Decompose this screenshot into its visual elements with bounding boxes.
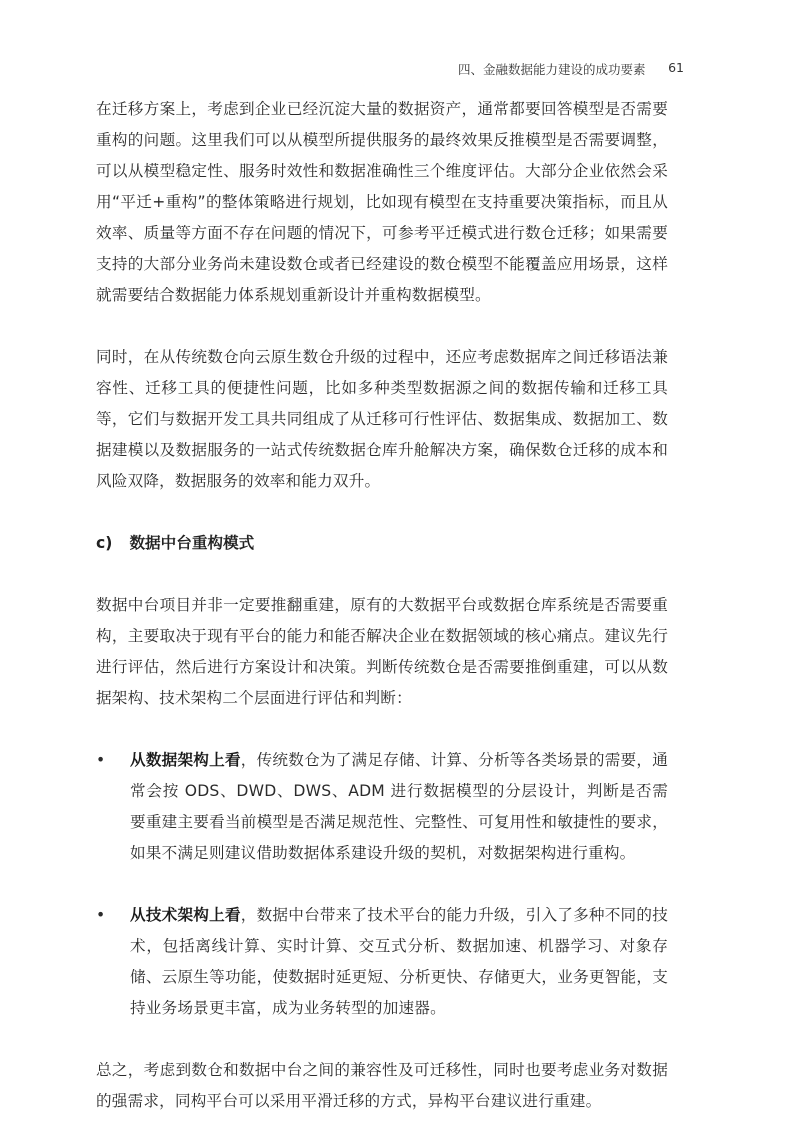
section-title: 数据中台重构模式 — [129, 534, 255, 552]
page-header — [440, 60, 684, 80]
running-header-title: 四、金融数据能力建设的成功要素 — [458, 62, 646, 77]
list-item-text: ，传统数仓为了满足存储、计算、分析等各类场景的需要，通常会按 ODS、DWD、DWS、ADM 进行数据模型的分层设计，判断是否需要重建主要看当前模型是否满足规范性、完整性、可复用性和敏捷性的要求，如果不满足则建议借助数据体系建设升级的契机，对数据架构进行重构。 — [130, 751, 669, 862]
bullet-icon: • — [96, 751, 106, 769]
paragraph-section-intro: 数据中台项目并非一定要推翻重建，原有的大数据平台或数据仓库系统是否需要重构，主要取决于现有平台的能力和能否解决企业在数据领域的核心痛点。建议先行进行评估，然后进行方案设计和决策。判断传统数仓是否需要推倒重建，可以从数据架构、技术架构二个层面进行评估和判断： — [96, 596, 668, 707]
paragraph-migration-plan: 在迁移方案上，考虑到企业已经沉淀大量的数据资产，通常都要回答模型是否需要重构的问题。这里我们可以从模型所提供服务的最终效果反推模型是否需要调整，可以从模型稳定性、服务时效性和数据准确性三个维度评估。大部分企业依然会采用“平迁+重构”的整体策略进行规划，比如现有模型在支持重要决策指标，而且从效率、质量等方面不存在问题的情况下，可参考平迁模式进行数仓迁移；如果需要支持的大部分业务尚未建设数仓或者已经建设的数仓模型不能覆盖应用场景，这样就需要结合数据能力体系规划重新设计并重构数据模型。 — [96, 100, 668, 304]
bullet-icon: • — [96, 906, 106, 924]
list-item — [96, 745, 668, 869]
page-number: 61 — [668, 60, 684, 75]
list-item-lead: 从技术架构上看 — [130, 906, 241, 924]
section-number: c) — [96, 534, 113, 552]
page-body — [96, 94, 668, 1148]
list-item — [96, 900, 668, 1024]
list-item-text: ，数据中台带来了技术平台的能力升级，引入了多种不同的技术，包括离线计算、实时计算、交互式分析、数据加速、机器学习、对象存储、云原生等功能，使数据时延更短、分析更快、存储更大，业务更智能，支持业务场景更丰富，成为业务转型的加速器。 — [130, 906, 669, 1017]
paragraph-cloud-native-upgrade: 同时，在从传统数仓向云原生数仓升级的过程中，还应考虑数据库之间迁移语法兼容性、迁移工具的便捷性问题，比如多种类型数据源之间的数据传输和迁移工具等，它们与数据开发工具共同组成了从迁移可行性评估、数据集成、数据加工、数据建模以及数据服务的一站式传统数据仓库升舱解决方案，确保数仓迁移的成本和风险双降，数据服务的效率和能力双升。 — [96, 348, 668, 490]
section-heading — [96, 528, 668, 559]
bullet-list — [96, 745, 668, 1024]
paragraph-conclusion: 总之，考虑到数仓和数据中台之间的兼容性及可迁移性，同时也要考虑业务对数据的强需求，同构平台可以采用平滑迁移的方式，异构平台建议进行重建。 — [96, 1061, 668, 1110]
list-item-lead: 从数据架构上看 — [130, 751, 241, 769]
